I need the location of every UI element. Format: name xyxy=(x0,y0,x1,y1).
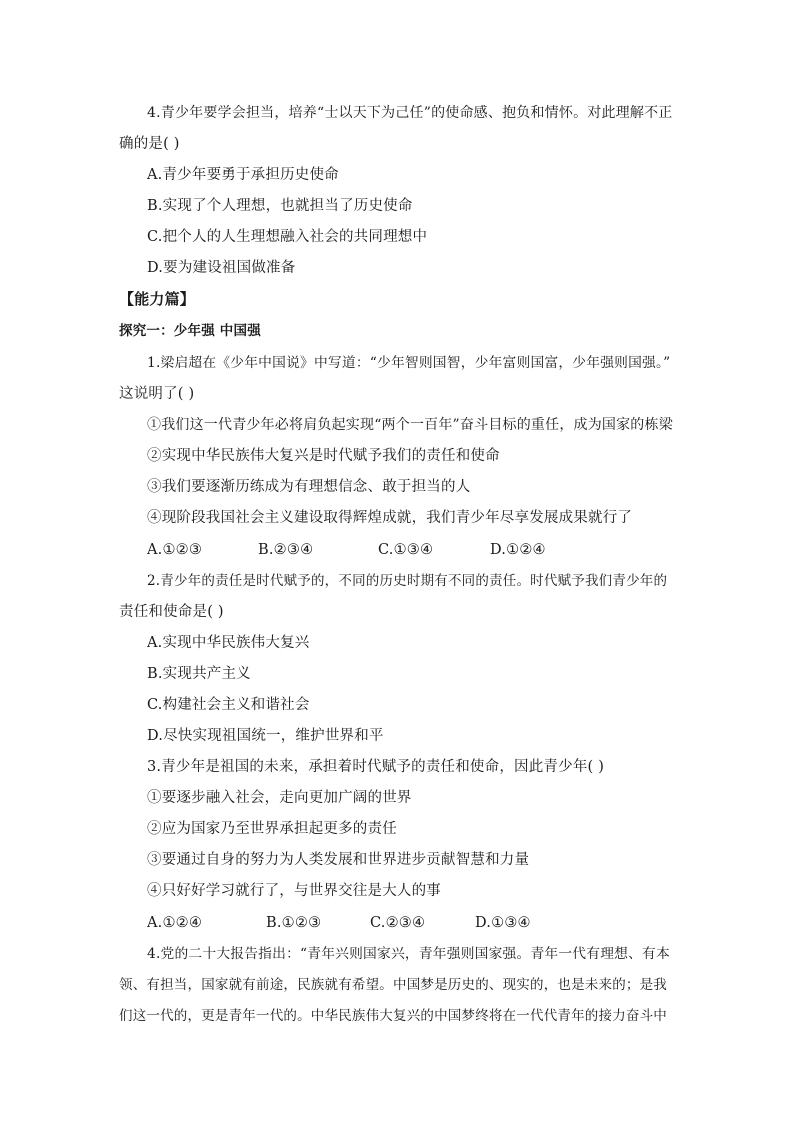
q2-option-d: D.尽快实现祖国统一，维护世界和平 xyxy=(147,728,384,744)
q1-option-d: D.①②④ xyxy=(490,542,546,558)
q2-stem-line1: 2.青少年的责任是时代赋予的，不同的历史时期有不同的责任。时代赋予我们青少年的 xyxy=(147,573,668,589)
q1-statement-3: ③我们要逐渐历练成为有理想信念、敢于担当的人 xyxy=(147,479,471,495)
q3-stem-line1: 3.青少年是祖国的未来，承担着时代赋予的责任和使命，因此青少年( ) xyxy=(147,759,605,775)
q2-option-a: A.实现中华民族伟大复兴 xyxy=(147,635,310,651)
q4-prev-stem-line2: 确的是( ) xyxy=(119,136,180,152)
q1-option-b: B.②③④ xyxy=(258,542,314,558)
q2-stem-line2: 责任和使命是( ) xyxy=(119,604,224,620)
q3-statement-2: ②应为国家乃至世界承担起更多的责任 xyxy=(147,821,397,837)
q4-stem-line3: 们这一代的，更是青年一代的。中华民族伟大复兴的中国梦终将在一代代青年的接力奋斗中 xyxy=(119,1008,667,1024)
q1-option-c: C.①③④ xyxy=(378,542,434,558)
q3-option-c: C.②③④ xyxy=(370,915,426,931)
q2-option-b: B.实现共产主义 xyxy=(147,666,251,682)
q3-statement-4: ④只好好学习就行了，与世界交往是大人的事 xyxy=(147,883,441,899)
q1-statement-1: ①我们这一代青少年必将肩负起实现“两个一百年”奋斗目标的重任，成为国家的栋梁 xyxy=(147,417,673,433)
q4-prev-option-c: C.把个人的人生理想融入社会的共同理想中 xyxy=(147,229,428,245)
q4-prev-option-b: B.实现了个人理想，也就担当了历史使命 xyxy=(147,198,413,214)
explore-title: 探究一：少年强 中国强 xyxy=(119,323,261,339)
q4-prev-stem-line1: 4.青少年要学会担当，培养“士以天下为己任”的使命感、抱负和情怀。对此理解不正 xyxy=(147,105,673,121)
q1-option-a: A.①②③ xyxy=(147,542,203,558)
q1-statement-2: ②实现中华民族伟大复兴是时代赋予我们的责任和使命 xyxy=(147,448,500,464)
q4-stem-line2: 领、有担当，国家就有前途，民族就有希望。中国梦是历史的、现实的，也是未来的；是我 xyxy=(119,977,667,993)
q1-statement-4: ④现阶段我国社会主义建设取得辉煌成就，我们青少年尽享发展成果就行了 xyxy=(147,510,633,526)
q3-option-d: D.①③④ xyxy=(475,915,531,931)
q1-stem-line1: 1.梁启超在《少年中国说》中写道：“少年智则国智，少年富则国富，少年强则国强。” xyxy=(147,355,671,371)
q2-option-c: C.构建社会主义和谐社会 xyxy=(147,697,310,713)
q4-prev-option-a: A.青少年要勇于承担历史使命 xyxy=(147,167,339,183)
q3-statement-1: ①要逐步融入社会，走向更加广阔的世界 xyxy=(147,790,412,806)
q3-option-b: B.①②③ xyxy=(266,915,322,931)
q3-statement-3: ③要通过自身的努力为人类发展和世界进步贡献智慧和力量 xyxy=(147,852,530,868)
q4-prev-option-d: D.要为建设祖国做准备 xyxy=(147,260,296,276)
q3-option-a: A.①②④ xyxy=(147,915,203,931)
section-title: 【能力篇】 xyxy=(119,290,196,308)
q1-stem-line2: 这说明了( ) xyxy=(119,386,195,402)
q4-stem-line1: 4.党的二十大报告指出：“青年兴则国家兴，青年强则国家强。青年一代有理想、有本 xyxy=(147,946,670,962)
